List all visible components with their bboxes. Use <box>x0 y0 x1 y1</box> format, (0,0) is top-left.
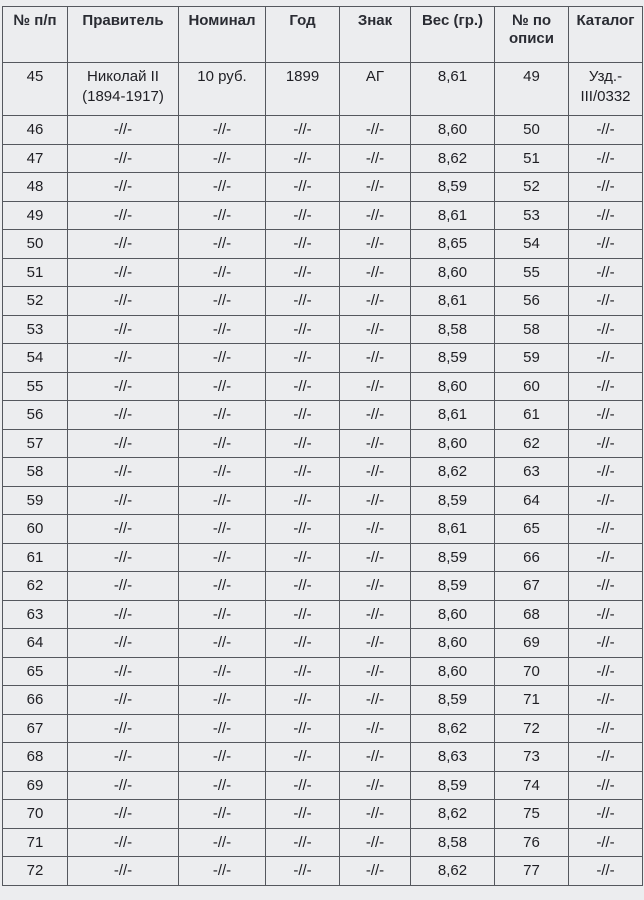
cell-weight: 8,59 <box>411 344 495 373</box>
cell-catalog: -//- <box>569 515 643 544</box>
cell-number: 71 <box>3 828 68 857</box>
cell-mark: -//- <box>340 401 411 430</box>
cell-number: 63 <box>3 600 68 629</box>
cell-ruler: -//- <box>68 144 179 173</box>
column-header-year: Год <box>266 7 340 63</box>
cell-denomination: -//- <box>179 486 266 515</box>
cell-number: 47 <box>3 144 68 173</box>
cell-number: 67 <box>3 714 68 743</box>
cell-inventory-number: 54 <box>495 230 569 259</box>
cell-number: 65 <box>3 657 68 686</box>
cell-weight: 8,61 <box>411 287 495 316</box>
cell-inventory-number: 66 <box>495 543 569 572</box>
cell-inventory-number: 56 <box>495 287 569 316</box>
table-row <box>3 714 643 743</box>
cell-denomination: -//- <box>179 714 266 743</box>
cell-year: -//- <box>266 828 340 857</box>
cell-weight: 8,63 <box>411 743 495 772</box>
cell-weight: 8,62 <box>411 714 495 743</box>
cell-catalog: -//- <box>569 144 643 173</box>
cell-mark: -//- <box>340 116 411 145</box>
cell-catalog: -//- <box>569 828 643 857</box>
cell-mark: -//- <box>340 771 411 800</box>
cell-mark: -//- <box>340 144 411 173</box>
cell-catalog: -//- <box>569 629 643 658</box>
cell-denomination: -//- <box>179 230 266 259</box>
cell-catalog: -//- <box>569 572 643 601</box>
cell-year: -//- <box>266 486 340 515</box>
cell-year: -//- <box>266 714 340 743</box>
cell-ruler: -//- <box>68 458 179 487</box>
cell-ruler: -//- <box>68 173 179 202</box>
cell-catalog: -//- <box>569 344 643 373</box>
cell-catalog: -//- <box>569 600 643 629</box>
column-header-catalog: Каталог <box>569 7 643 63</box>
cell-number: 46 <box>3 116 68 145</box>
cell-ruler: -//- <box>68 429 179 458</box>
cell-denomination: -//- <box>179 515 266 544</box>
cell-inventory-number: 59 <box>495 344 569 373</box>
cell-number: 69 <box>3 771 68 800</box>
cell-year: -//- <box>266 116 340 145</box>
cell-number: 60 <box>3 515 68 544</box>
cell-weight: 8,62 <box>411 458 495 487</box>
cell-ruler: -//- <box>68 201 179 230</box>
cell-year: -//- <box>266 515 340 544</box>
cell-weight: 8,58 <box>411 828 495 857</box>
cell-year: 1899 <box>266 63 340 116</box>
cell-inventory-number: 55 <box>495 258 569 287</box>
cell-weight: 8,59 <box>411 173 495 202</box>
cell-denomination: -//- <box>179 743 266 772</box>
cell-inventory-number: 53 <box>495 201 569 230</box>
table-row <box>3 144 643 173</box>
table-header <box>3 7 643 63</box>
cell-mark: -//- <box>340 173 411 202</box>
cell-year: -//- <box>266 287 340 316</box>
cell-catalog: -//- <box>569 201 643 230</box>
table-row <box>3 63 643 116</box>
cell-weight: 8,59 <box>411 771 495 800</box>
cell-number: 57 <box>3 429 68 458</box>
cell-catalog: -//- <box>569 315 643 344</box>
cell-year: -//- <box>266 600 340 629</box>
cell-number: 50 <box>3 230 68 259</box>
cell-ruler: -//- <box>68 401 179 430</box>
cell-catalog: -//- <box>569 657 643 686</box>
cell-weight: 8,59 <box>411 543 495 572</box>
cell-catalog: -//- <box>569 116 643 145</box>
cell-denomination: -//- <box>179 173 266 202</box>
cell-mark: -//- <box>340 686 411 715</box>
cell-denomination: -//- <box>179 458 266 487</box>
cell-number: 58 <box>3 458 68 487</box>
cell-weight: 8,60 <box>411 429 495 458</box>
cell-catalog: -//- <box>569 173 643 202</box>
cell-denomination: -//- <box>179 686 266 715</box>
cell-inventory-number: 62 <box>495 429 569 458</box>
cell-mark: -//- <box>340 486 411 515</box>
cell-number: 51 <box>3 258 68 287</box>
cell-year: -//- <box>266 743 340 772</box>
cell-inventory-number: 58 <box>495 315 569 344</box>
cell-catalog: -//- <box>569 458 643 487</box>
cell-inventory-number: 50 <box>495 116 569 145</box>
cell-inventory-number: 68 <box>495 600 569 629</box>
cell-weight: 8,61 <box>411 401 495 430</box>
cell-year: -//- <box>266 201 340 230</box>
cell-catalog: -//- <box>569 486 643 515</box>
cell-denomination: -//- <box>179 201 266 230</box>
cell-inventory-number: 74 <box>495 771 569 800</box>
cell-inventory-number: 67 <box>495 572 569 601</box>
table-row <box>3 116 643 145</box>
cell-catalog: -//- <box>569 230 643 259</box>
cell-denomination: -//- <box>179 429 266 458</box>
table-row <box>3 828 643 857</box>
cell-ruler: -//- <box>68 600 179 629</box>
cell-mark: -//- <box>340 315 411 344</box>
table-row <box>3 458 643 487</box>
cell-catalog: -//- <box>569 800 643 829</box>
cell-catalog: -//- <box>569 714 643 743</box>
cell-year: -//- <box>266 857 340 886</box>
cell-inventory-number: 64 <box>495 486 569 515</box>
table-row <box>3 800 643 829</box>
cell-number: 56 <box>3 401 68 430</box>
cell-number: 68 <box>3 743 68 772</box>
column-header-ruler: Правитель <box>68 7 179 63</box>
cell-ruler: -//- <box>68 543 179 572</box>
cell-ruler: -//- <box>68 657 179 686</box>
cell-year: -//- <box>266 458 340 487</box>
cell-mark: -//- <box>340 258 411 287</box>
cell-ruler: -//- <box>68 629 179 658</box>
table-row <box>3 743 643 772</box>
cell-number: 54 <box>3 344 68 373</box>
cell-weight: 8,60 <box>411 657 495 686</box>
cell-inventory-number: 52 <box>495 173 569 202</box>
cell-weight: 8,61 <box>411 201 495 230</box>
table-row <box>3 657 643 686</box>
cell-year: -//- <box>266 572 340 601</box>
cell-mark: -//- <box>340 372 411 401</box>
cell-ruler: -//- <box>68 486 179 515</box>
table-row <box>3 543 643 572</box>
cell-number: 64 <box>3 629 68 658</box>
table-row <box>3 515 643 544</box>
cell-weight: 8,62 <box>411 857 495 886</box>
cell-inventory-number: 71 <box>495 686 569 715</box>
cell-catalog: -//- <box>569 429 643 458</box>
table-row <box>3 315 643 344</box>
table-row <box>3 600 643 629</box>
cell-denomination: -//- <box>179 287 266 316</box>
cell-year: -//- <box>266 372 340 401</box>
cell-ruler: -//- <box>68 828 179 857</box>
cell-weight: 8,60 <box>411 372 495 401</box>
cell-ruler: Николай II (1894-1917) <box>68 63 179 116</box>
cell-weight: 8,62 <box>411 144 495 173</box>
cell-ruler: -//- <box>68 714 179 743</box>
cell-catalog: Узд.- III/0332 <box>569 63 643 116</box>
cell-inventory-number: 60 <box>495 372 569 401</box>
cell-year: -//- <box>266 258 340 287</box>
cell-ruler: -//- <box>68 344 179 373</box>
cell-mark: -//- <box>340 201 411 230</box>
cell-mark: -//- <box>340 572 411 601</box>
cell-ruler: -//- <box>68 800 179 829</box>
column-header-mark: Знак <box>340 7 411 63</box>
cell-weight: 8,58 <box>411 315 495 344</box>
cell-year: -//- <box>266 230 340 259</box>
cell-inventory-number: 75 <box>495 800 569 829</box>
cell-denomination: -//- <box>179 258 266 287</box>
cell-ruler: -//- <box>68 315 179 344</box>
column-header-weight: Вес (гр.) <box>411 7 495 63</box>
cell-number: 49 <box>3 201 68 230</box>
cell-year: -//- <box>266 657 340 686</box>
cell-inventory-number: 61 <box>495 401 569 430</box>
cell-inventory-number: 76 <box>495 828 569 857</box>
cell-number: 45 <box>3 63 68 116</box>
cell-weight: 8,62 <box>411 800 495 829</box>
cell-weight: 8,65 <box>411 230 495 259</box>
cell-year: -//- <box>266 173 340 202</box>
cell-denomination: -//- <box>179 629 266 658</box>
cell-ruler: -//- <box>68 572 179 601</box>
cell-inventory-number: 49 <box>495 63 569 116</box>
cell-mark: -//- <box>340 828 411 857</box>
cell-weight: 8,59 <box>411 572 495 601</box>
cell-weight: 8,61 <box>411 515 495 544</box>
table-row <box>3 629 643 658</box>
cell-year: -//- <box>266 771 340 800</box>
cell-year: -//- <box>266 401 340 430</box>
cell-denomination: -//- <box>179 800 266 829</box>
cell-weight: 8,60 <box>411 600 495 629</box>
cell-year: -//- <box>266 144 340 173</box>
cell-denomination: -//- <box>179 857 266 886</box>
cell-mark: -//- <box>340 600 411 629</box>
cell-ruler: -//- <box>68 230 179 259</box>
cell-ruler: -//- <box>68 287 179 316</box>
cell-inventory-number: 51 <box>495 144 569 173</box>
cell-number: 70 <box>3 800 68 829</box>
cell-year: -//- <box>266 543 340 572</box>
cell-inventory-number: 77 <box>495 857 569 886</box>
table-row <box>3 287 643 316</box>
cell-inventory-number: 70 <box>495 657 569 686</box>
cell-catalog: -//- <box>569 743 643 772</box>
cell-mark: -//- <box>340 743 411 772</box>
cell-ruler: -//- <box>68 258 179 287</box>
cell-mark: -//- <box>340 287 411 316</box>
cell-number: 53 <box>3 315 68 344</box>
cell-ruler: -//- <box>68 743 179 772</box>
cell-number: 59 <box>3 486 68 515</box>
table-row <box>3 429 643 458</box>
table-row <box>3 572 643 601</box>
cell-number: 52 <box>3 287 68 316</box>
cell-denomination: -//- <box>179 144 266 173</box>
cell-number: 72 <box>3 857 68 886</box>
cell-mark: -//- <box>340 515 411 544</box>
cell-inventory-number: 63 <box>495 458 569 487</box>
cell-mark: -//- <box>340 429 411 458</box>
cell-number: 48 <box>3 173 68 202</box>
cell-inventory-number: 72 <box>495 714 569 743</box>
cell-ruler: -//- <box>68 116 179 145</box>
cell-mark: АГ <box>340 63 411 116</box>
table-row <box>3 686 643 715</box>
cell-mark: -//- <box>340 543 411 572</box>
cell-year: -//- <box>266 315 340 344</box>
cell-mark: -//- <box>340 857 411 886</box>
cell-inventory-number: 65 <box>495 515 569 544</box>
cell-mark: -//- <box>340 714 411 743</box>
cell-catalog: -//- <box>569 372 643 401</box>
cell-denomination: 10 руб. <box>179 63 266 116</box>
cell-denomination: -//- <box>179 543 266 572</box>
table-row <box>3 344 643 373</box>
table-row <box>3 201 643 230</box>
cell-mark: -//- <box>340 629 411 658</box>
cell-inventory-number: 69 <box>495 629 569 658</box>
cell-number: 66 <box>3 686 68 715</box>
cell-year: -//- <box>266 429 340 458</box>
cell-mark: -//- <box>340 458 411 487</box>
cell-weight: 8,59 <box>411 486 495 515</box>
cell-number: 62 <box>3 572 68 601</box>
coin-catalog-table <box>2 6 643 886</box>
cell-year: -//- <box>266 629 340 658</box>
cell-denomination: -//- <box>179 572 266 601</box>
cell-mark: -//- <box>340 230 411 259</box>
cell-mark: -//- <box>340 800 411 829</box>
header-row <box>3 7 643 63</box>
cell-ruler: -//- <box>68 686 179 715</box>
cell-catalog: -//- <box>569 543 643 572</box>
cell-number: 55 <box>3 372 68 401</box>
cell-weight: 8,60 <box>411 629 495 658</box>
cell-catalog: -//- <box>569 857 643 886</box>
table-row <box>3 771 643 800</box>
column-header-inventory-number: № по описи <box>495 7 569 63</box>
cell-denomination: -//- <box>179 116 266 145</box>
table-row <box>3 486 643 515</box>
table-row <box>3 857 643 886</box>
cell-denomination: -//- <box>179 344 266 373</box>
cell-denomination: -//- <box>179 657 266 686</box>
cell-mark: -//- <box>340 344 411 373</box>
cell-catalog: -//- <box>569 771 643 800</box>
cell-ruler: -//- <box>68 515 179 544</box>
column-header-number: № п/п <box>3 7 68 63</box>
cell-year: -//- <box>266 686 340 715</box>
table-row <box>3 401 643 430</box>
cell-weight: 8,61 <box>411 63 495 116</box>
cell-denomination: -//- <box>179 401 266 430</box>
cell-year: -//- <box>266 344 340 373</box>
table-row <box>3 230 643 259</box>
cell-number: 61 <box>3 543 68 572</box>
table-row <box>3 258 643 287</box>
table-body <box>3 63 643 886</box>
cell-weight: 8,60 <box>411 258 495 287</box>
cell-catalog: -//- <box>569 258 643 287</box>
cell-weight: 8,60 <box>411 116 495 145</box>
cell-denomination: -//- <box>179 828 266 857</box>
cell-denomination: -//- <box>179 600 266 629</box>
column-header-denomination: Номинал <box>179 7 266 63</box>
cell-mark: -//- <box>340 657 411 686</box>
cell-ruler: -//- <box>68 857 179 886</box>
cell-inventory-number: 73 <box>495 743 569 772</box>
cell-weight: 8,59 <box>411 686 495 715</box>
cell-catalog: -//- <box>569 401 643 430</box>
cell-catalog: -//- <box>569 287 643 316</box>
cell-denomination: -//- <box>179 315 266 344</box>
cell-catalog: -//- <box>569 686 643 715</box>
cell-ruler: -//- <box>68 372 179 401</box>
cell-ruler: -//- <box>68 771 179 800</box>
cell-denomination: -//- <box>179 771 266 800</box>
cell-year: -//- <box>266 800 340 829</box>
cell-denomination: -//- <box>179 372 266 401</box>
table-row <box>3 372 643 401</box>
table-row <box>3 173 643 202</box>
